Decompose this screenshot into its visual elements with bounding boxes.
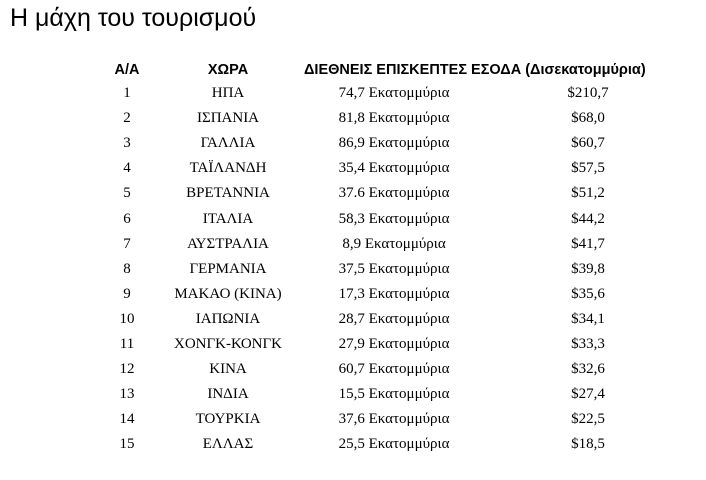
row-country: ΙΝΔΙΑ [207, 386, 249, 403]
table-body [0, 81, 706, 457]
row-country: ΚΙΝΑ [209, 361, 247, 378]
row-number: 5 [123, 185, 131, 202]
row-revenue: $60,7 [571, 135, 605, 152]
row-country: ΑΥΣΤΡΑΛΙΑ [187, 235, 269, 252]
row-number: 13 [119, 386, 135, 403]
row-visitors: 17,3 Εκατομμύρια [338, 285, 450, 302]
row-number: 10 [119, 310, 135, 327]
table-row [0, 81, 706, 106]
row-revenue: $39,8 [571, 260, 605, 277]
row-number: 7 [123, 235, 131, 252]
row-visitors: 8,9 Εκατομμύρια [342, 235, 446, 252]
row-revenue: $18,5 [571, 436, 605, 453]
header-num: Α/Α [114, 62, 140, 78]
table-row [0, 131, 706, 156]
row-revenue: $68,0 [571, 110, 605, 127]
page-title: Η μάχη του τουρισμού [10, 4, 257, 32]
table-row [0, 432, 706, 457]
table-row [0, 207, 706, 232]
row-visitors: 58,3 Εκατομμύρια [338, 210, 450, 227]
table-row [0, 181, 706, 206]
row-number: 12 [119, 361, 135, 378]
row-country: ΕΛΛΑΣ [202, 436, 254, 453]
table-row [0, 232, 706, 257]
row-revenue: $35,6 [571, 285, 605, 302]
row-number: 14 [119, 411, 135, 428]
row-visitors: 35,4 Εκατομμύρια [338, 160, 450, 177]
header-visitors-revenue: ΔΙΕΘΝΕΙΣ ΕΠΙΣΚΕΠΤΕΣ ΕΣΟΔΑ (Δισεκατομμύρια) [304, 62, 646, 78]
row-number: 6 [123, 210, 131, 227]
row-revenue: $51,2 [571, 185, 605, 202]
row-visitors: 25,5 Εκατομμύρια [338, 436, 450, 453]
row-number: 2 [123, 110, 131, 127]
table-row [0, 156, 706, 181]
row-revenue: $57,5 [571, 160, 605, 177]
row-visitors: 37.6 Εκατομμύρια [338, 185, 450, 202]
row-revenue: $32,6 [571, 361, 605, 378]
row-visitors: 86,9 Εκατομμύρια [338, 135, 450, 152]
row-country: ΜΑΚΑΟ (ΚΙΝΑ) [174, 285, 282, 302]
table-row [0, 307, 706, 332]
row-visitors: 37,5 Εκατομμύρια [338, 260, 450, 277]
header-country: ΧΩΡΑ [207, 62, 249, 78]
table-row [0, 282, 706, 307]
table-row [0, 357, 706, 382]
row-revenue: $34,1 [571, 310, 605, 327]
row-visitors: 74,7 Εκατομμύρια [338, 85, 450, 102]
row-country: ΙΑΠΩΝΙΑ [195, 310, 261, 327]
table-row [0, 106, 706, 131]
row-revenue: $44,2 [571, 210, 605, 227]
row-number: 4 [123, 160, 131, 177]
table-row [0, 407, 706, 432]
row-revenue: $22,5 [571, 411, 605, 428]
row-country: ΓΑΛΛΙΑ [200, 135, 256, 152]
row-country: ΤΟΥΡΚΙΑ [195, 411, 261, 428]
row-country: ΙΤΑΛΙΑ [202, 210, 254, 227]
row-visitors: 37,6 Εκατομμύρια [338, 411, 450, 428]
row-number: 3 [123, 135, 131, 152]
row-number: 1 [123, 85, 131, 102]
row-visitors: 81,8 Εκατομμύρια [338, 110, 450, 127]
row-revenue: $27,4 [571, 386, 605, 403]
row-country: ΓΕΡΜΑΝΙΑ [189, 260, 267, 277]
row-country: ΗΠΑ [211, 85, 245, 102]
row-number: 8 [123, 260, 131, 277]
row-revenue: $41,7 [571, 235, 605, 252]
row-number: 11 [119, 336, 135, 353]
row-country: ΧΟΝΓΚ-ΚΟΝΓΚ [174, 336, 282, 353]
table-header-row [0, 56, 706, 81]
row-country: ΒΡΕΤΑΝΝΙΑ [186, 185, 270, 202]
table-row [0, 382, 706, 407]
row-country: ΤΑΪΛΑΝΔΗ [189, 160, 267, 177]
row-visitors: 15,5 Εκατομμύρια [338, 386, 450, 403]
table-row [0, 332, 706, 357]
row-visitors: 27,9 Εκατομμύρια [338, 336, 450, 353]
row-country: ΙΣΠΑΝΙΑ [196, 110, 260, 127]
table-row [0, 257, 706, 282]
tourism-table [0, 56, 706, 458]
row-visitors: 28,7 Εκατομμύρια [338, 310, 450, 327]
row-revenue: $33,3 [571, 336, 605, 353]
row-number: 9 [123, 285, 131, 302]
row-revenue: $210,7 [567, 85, 609, 102]
row-number: 15 [119, 436, 135, 453]
row-visitors: 60,7 Εκατομμύρια [338, 361, 450, 378]
